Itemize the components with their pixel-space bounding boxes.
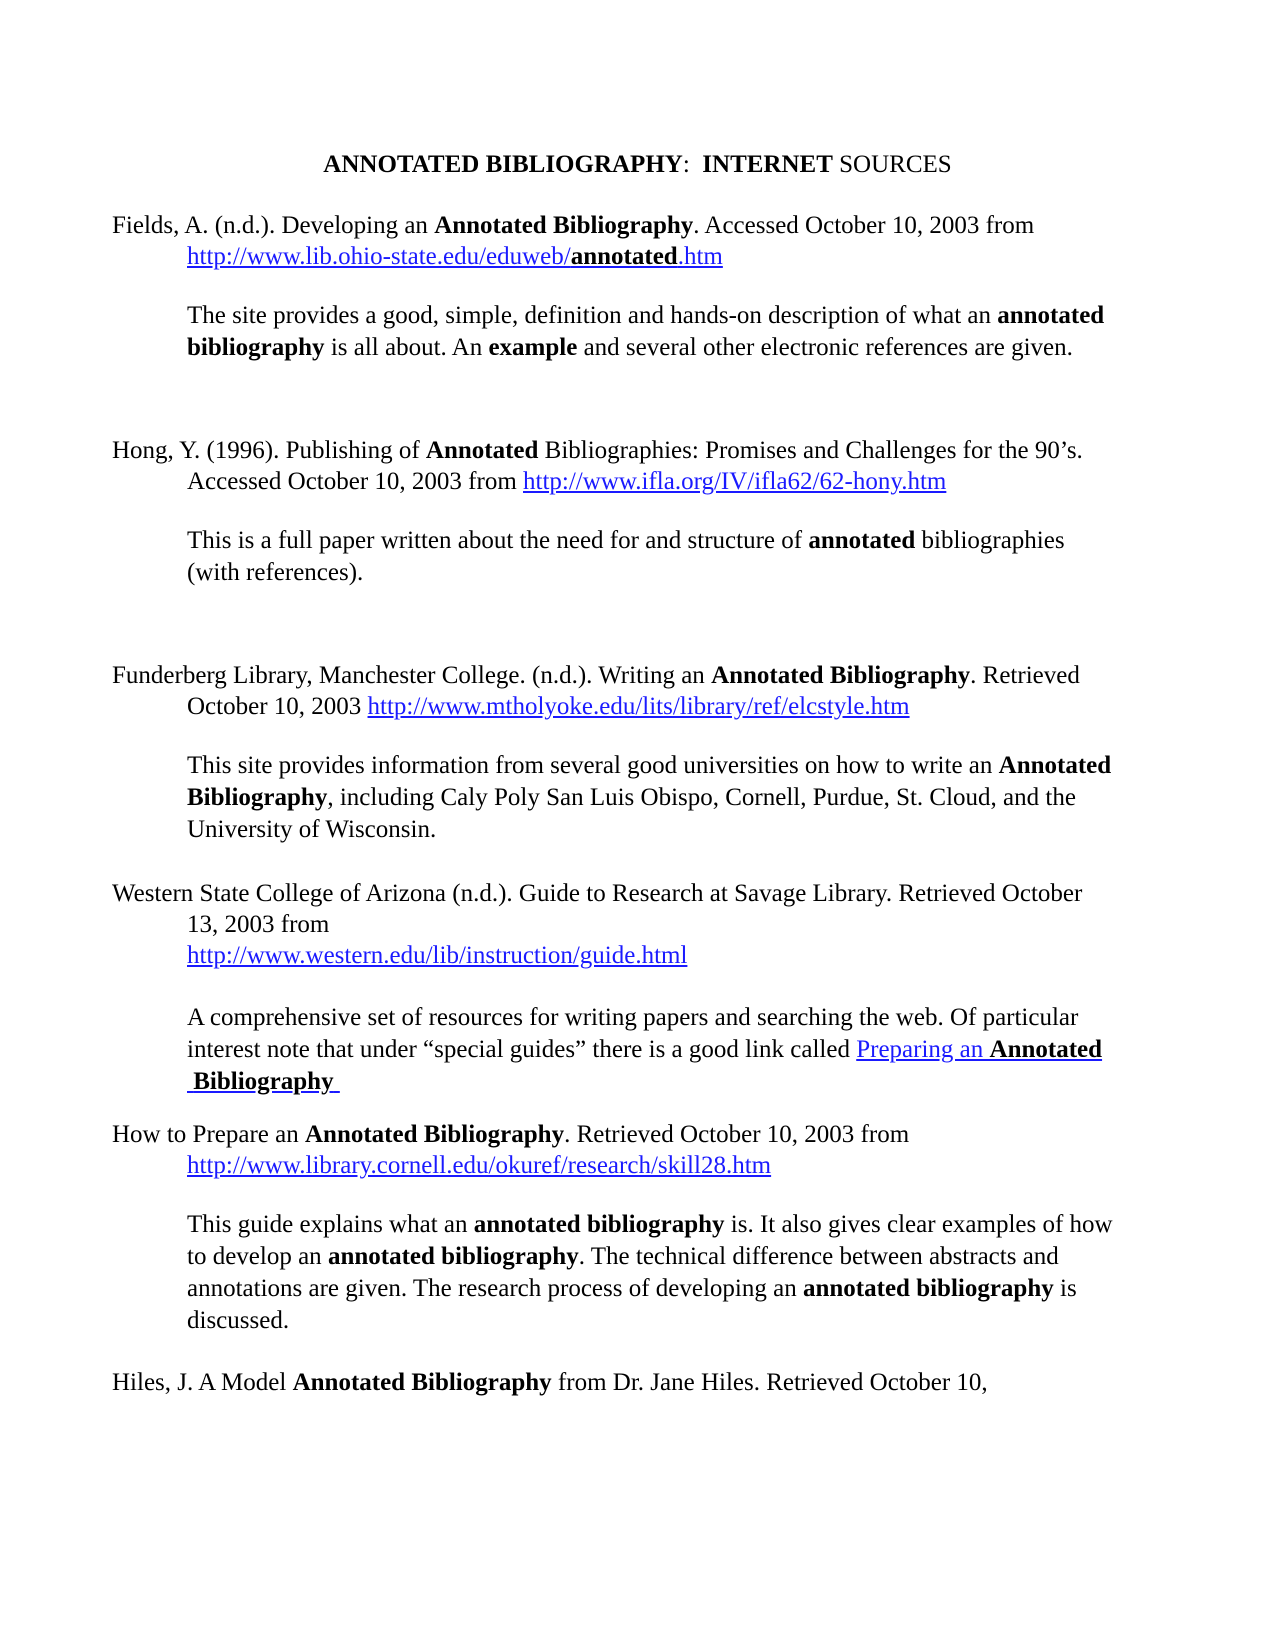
- citation: [112, 210, 1102, 272]
- bib-entry-hiles: [112, 1367, 1102, 1398]
- annotation-text: This site provides information from several good universities on how to write an: [187, 752, 999, 779]
- citation-text: Western State College of Arizona (n.d.). Guide to Research at Savage Library. Retrieved October 13, 2003 from: [112, 880, 1083, 938]
- citation-text: Bibliographies: Promises and Challenges for the 90’s. Accessed October 10, 2003 from: [187, 437, 1083, 495]
- link-part: [334, 1068, 340, 1095]
- citation-link[interactable]: http://www.western.edu/lib/instruction/guide.html: [187, 942, 688, 969]
- citation: [112, 878, 1102, 971]
- annotation-bold: Annotated Bibliography: [187, 752, 1112, 811]
- link-part-bold: Annotated: [989, 1036, 1103, 1063]
- link-part: .htm: [677, 243, 723, 270]
- annotation-text: This guide explains what an: [187, 1211, 474, 1238]
- bib-entry-how-to-prepare: [112, 1119, 1113, 1337]
- annotation-text: and several other electronic references are given.: [577, 334, 1073, 361]
- citation-link[interactable]: http://www.library.cornell.edu/okuref/research/skill28.htm: [187, 1152, 772, 1179]
- annotation-bold: annotated bibliography: [187, 302, 1105, 361]
- annotation-text: A comprehensive set of resources for writing papers and searching the web. Of particular interest note that under “special guides” there is a good link called: [187, 1004, 1079, 1063]
- citation-link[interactable]: http://www.ifla.org/IV/ifla62/62-hony.htm: [523, 468, 947, 495]
- citation-title: Annotated Bibliography: [711, 662, 971, 689]
- citation: [112, 660, 1102, 722]
- annotation: [187, 300, 1122, 364]
- annotation-text: is all about. An: [324, 334, 489, 361]
- annotation: [187, 1209, 1122, 1337]
- annotation-bold: annotated: [808, 527, 916, 554]
- title-part-2: INTERNET: [702, 151, 833, 178]
- annotation-bold: annotated bibliography: [473, 1211, 725, 1238]
- link-part: Preparing an: [856, 1036, 990, 1063]
- page-title: [0, 150, 1275, 180]
- annotation: [187, 750, 1122, 846]
- bib-entry-western-state: [112, 878, 1102, 1098]
- citation-title: Annotated: [425, 437, 539, 464]
- bib-entry-fields: [112, 210, 1105, 364]
- citation-text: . Accessed October 10, 2003 from: [693, 212, 1035, 239]
- citation-text: from Dr. Jane Hiles. Retrieved October 10,: [551, 1369, 988, 1396]
- title-part-3: SOURCES: [832, 151, 952, 178]
- citation-title: Annotated Bibliography: [434, 212, 694, 239]
- citation: [112, 1119, 1102, 1181]
- citation: [112, 1367, 1102, 1398]
- annotation-text: is discussed.: [187, 1275, 1077, 1334]
- annotation: [187, 525, 1122, 589]
- annotation-bold: annotated bibliography: [802, 1275, 1054, 1302]
- citation-link[interactable]: http://www.mtholyoke.edu/lits/library/ref/elcstyle.htm: [367, 693, 910, 720]
- annotation-text: , including Caly Poly San Luis Obispo, Cornell, Purdue, St. Cloud, and the University of Wisconsin.: [187, 784, 1076, 843]
- bib-entry-hong: [112, 435, 1102, 589]
- annotation-bold: example: [488, 334, 578, 361]
- citation: [112, 435, 1102, 497]
- title-part-1: ANNOTATED BIBLIOGRAPHY: [323, 151, 683, 178]
- citation-title: Annotated Bibliography: [305, 1121, 565, 1148]
- citation-text: Hong, Y. (1996). Publishing of: [112, 437, 426, 464]
- annotation-text: is. It also gives clear examples of how to develop an: [187, 1211, 1113, 1270]
- citation-text: Fields, A. (n.d.). Developing an: [112, 212, 435, 239]
- annotation-text: The site provides a good, simple, definition and hands-on description of what an: [187, 302, 998, 329]
- citation-text: Funderberg Library, Manchester College. (n.d.). Writing an: [112, 662, 712, 689]
- citation-text: . Retrieved October 10, 2003 from: [564, 1121, 910, 1148]
- citation-text: How to Prepare an: [112, 1121, 305, 1148]
- annotation-text: . The technical difference between abstracts and annotations are given. The research process of developing an: [187, 1243, 1059, 1302]
- link-part-bold: annotated: [570, 243, 678, 270]
- citation-title: Annotated Bibliography: [292, 1369, 552, 1396]
- link-part: http://www.lib.ohio-state.edu/eduweb/: [187, 243, 571, 270]
- citation-text: Hiles, J. A Model: [112, 1369, 293, 1396]
- title-separator: :: [682, 151, 703, 178]
- citation-text: . Retrieved October 10, 2003: [187, 662, 1080, 720]
- annotation-bold: annotated bibliography: [327, 1243, 579, 1270]
- annotation-text: bibliographies (with references).: [187, 527, 1065, 586]
- bib-entry-funderberg: [112, 660, 1112, 846]
- annotation: [187, 1002, 1122, 1098]
- link-part-bold: Bibliography: [193, 1068, 334, 1095]
- citation-link[interactable]: [187, 243, 723, 270]
- annotation-text: This is a full paper written about the need for and structure of: [187, 527, 809, 554]
